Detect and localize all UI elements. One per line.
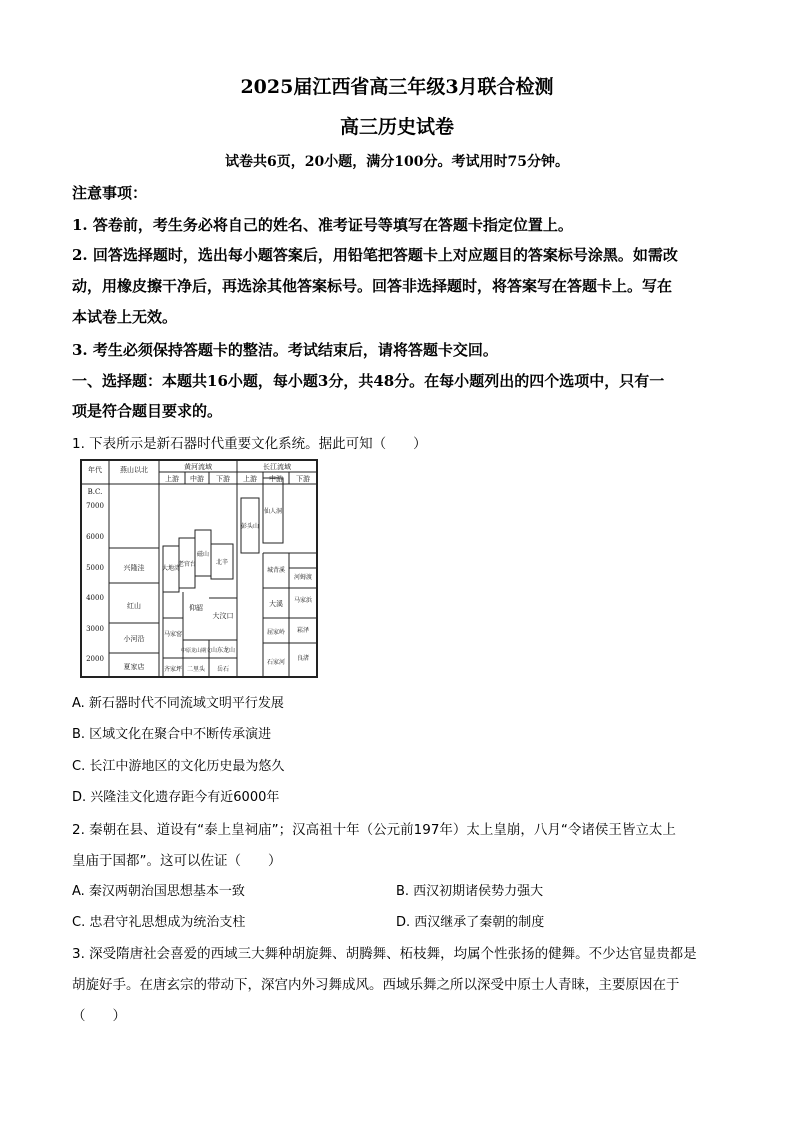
question-3-stem-line-3: （ ） [72,1008,126,1024]
question-2-stem-line-1: 2. 秦朝在县、道设有“泰上皇祠庙”；汉高祖十年（公元前197年）太上皇崩，八月“令诸侯王皆立太上 [72,822,676,838]
question-2-option-b[interactable]: B. 西汉初期诸侯势力强大 [396,884,544,899]
table-huanghe-upper: 上游 [165,475,179,483]
culture-majiayao: 马家窑 [163,631,183,638]
table-year-header: 年代 [88,466,102,474]
table-year-3000: 3000 [86,625,104,633]
table-year-7000: 7000 [86,502,104,510]
culture-dawenkou: 大汶口 [212,612,234,620]
exam-info: 试卷共6页，20小题，满分100分。考试用时75分钟。 [225,154,569,170]
culture-liangzhu: 良渚 [296,655,310,662]
notes-item-1: 1. 答卷前，考生务必将自己的姓名、准考证号等填写在答题卡指定位置上。 [72,216,573,234]
notes-item-2-line-1: 2. 回答选择题时，选出每小题答案后，用铅笔把答题卡上对应题目的答案标号涂黑。如需改 [72,246,678,264]
exam-subtitle: 高三历史试卷 [339,116,454,138]
culture-shijiahe: 石家河 [266,659,286,666]
table-bc-label: B.C. [87,488,103,496]
question-2-stem-line-2: 皇庙于国都”。这可以佐证（ ） [72,853,282,869]
table-yanshan-header: 燕山以北 [120,466,148,474]
exam-title: 2025届江西省高三年级3月联合检测 [240,76,554,98]
question-2-option-c[interactable]: C. 忠君守礼思想成为统治支柱 [72,915,246,930]
question-1-option-a[interactable]: A. 新石器时代不同流域文明平行发展 [72,696,284,711]
culture-majiabang: 马家浜 [293,597,313,604]
notes-heading: 注意事项： [72,184,148,202]
question-3-stem-line-2: 胡旋好手。在唐玄宗的带动下，深宫内外习舞成风。西域乐舞之所以深受中原士人青睐，主要原因在于 [72,977,680,993]
table-huanghe-header: 黄河流域 [184,463,212,471]
culture-qijia: 齐家坪 [163,666,183,673]
culture-beixin: 北辛 [215,559,229,566]
culture-hemudu: 河姆渡 [293,574,313,581]
section-1-line-2: 项是符合题目要求的。 [72,402,223,420]
culture-zhongyuan-longshan: 中原龙山期文 [180,648,212,654]
table-year-4000: 4000 [86,594,104,602]
notes-item-2-line-3: 本试卷上无效。 [72,308,178,326]
notes-item-3: 3. 考生必须保持答题卡的整洁。考试结束后，请将答题卡交回。 [72,341,498,359]
question-1-option-c[interactable]: C. 长江中游地区的文化历史最为悠久 [72,759,285,774]
question-2-option-a[interactable]: A. 秦汉两朝治国思想基本一致 [72,884,245,899]
culture-laoguantai: 老官台 [177,561,197,568]
table-changjiang-header: 长江流域 [263,463,291,471]
culture-xiajiadian: 夏家店 [123,663,145,671]
culture-songze: 崧泽 [296,627,310,634]
table-changjiang-lower: 下游 [296,475,310,483]
culture-xianrendong: 仙人洞 [263,508,283,515]
culture-qujialing: 屈家岭 [266,629,286,636]
table-year-2000: 2000 [86,655,104,663]
culture-chengbeixi: 城背溪 [266,567,286,574]
table-huanghe-lower: 下游 [216,475,230,483]
table-changjiang-middle: 中游 [269,475,283,483]
question-1-stem: 1. 下表所示是新石器时代重要文化系统。据此可知（ ） [72,436,427,452]
table-changjiang-upper: 上游 [243,475,257,483]
culture-yangshao: 仰韶 [189,604,203,612]
culture-xiaoheyan: 小河沿 [123,635,145,643]
culture-dadiwan: 大地湾 [161,565,181,572]
culture-shandong-longshan: 山东龙山 [210,647,236,654]
culture-pengtoushan: 彭头山 [240,523,260,530]
section-1-line-1: 一、选择题：本题共16小题，每小题3分，共48分。在每小题列出的四个选项中，只有一 [72,372,665,390]
culture-cishan: 磁山 [196,551,210,558]
culture-xinglongwa: 兴隆洼 [123,564,145,572]
table-year-5000: 5000 [86,564,104,572]
question-1-option-d[interactable]: D. 兴隆洼文化遗存距今有近6000年 [72,790,280,805]
culture-yueshi: 岳石 [216,666,230,673]
table-year-6000: 6000 [86,533,104,541]
culture-erlitou: 二里头 [186,666,206,673]
culture-table [79,458,319,679]
culture-hongshan: 红山 [127,602,141,610]
table-huanghe-middle: 中游 [190,475,204,483]
question-2-option-d[interactable]: D. 西汉继承了秦朝的制度 [396,915,545,930]
notes-item-2-line-2: 动，用橡皮擦干净后，再选涂其他答案标号。回答非选择题时，将答案写在答题卡上。写在 [72,277,673,295]
culture-daxi: 大溪 [269,600,283,608]
question-1-option-b[interactable]: B. 区域文化在聚合中不断传承演进 [72,727,272,742]
question-3-stem-line-1: 3. 深受隋唐社会喜爱的西域三大舞种胡旋舞、胡腾舞、柘枝舞，均属个性张扬的健舞。不少达官显贵都是 [72,946,697,962]
